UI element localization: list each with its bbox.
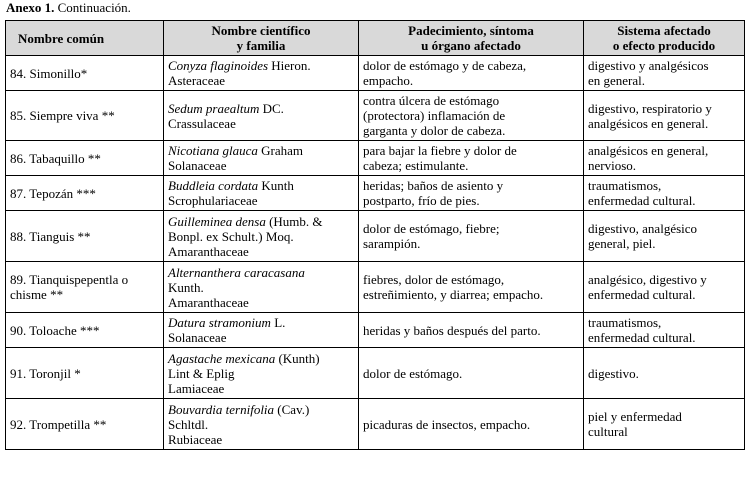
ailment-line: picaduras de insectos, empacho. xyxy=(363,416,531,432)
ailment-cell xyxy=(359,211,584,262)
family-name: Solanaceae xyxy=(168,158,227,173)
plants-table xyxy=(5,20,745,450)
system-cell xyxy=(584,211,745,262)
ailment-cell xyxy=(359,91,584,141)
scientific-name-cell xyxy=(164,56,359,91)
common-name-cell: 92. Trompetilla ** xyxy=(6,399,164,450)
header-row xyxy=(6,21,745,56)
ailment-line: dolor de estómago, fiebre; xyxy=(363,221,500,236)
table-row xyxy=(6,399,745,450)
scientific-name-cell xyxy=(164,262,359,313)
system-cell xyxy=(584,313,745,348)
species-author-continued: Bonpl. ex Schult.) Moq. xyxy=(168,228,294,244)
species-author: DC. xyxy=(259,100,284,116)
species-name: Bouvardia ternifolia xyxy=(168,401,275,417)
system-line: digestivo, analgésico xyxy=(588,221,698,236)
family-name: Lamiaceae xyxy=(168,380,225,396)
common-name-cell: 84. Simonillo* xyxy=(6,56,164,91)
species-author-continued: Schltdl. xyxy=(168,416,209,432)
caption-label: Anexo 1. xyxy=(6,0,55,15)
common-name-cell: 88. Tianguis ** xyxy=(6,211,164,262)
system-line: digestivo y analgésicos xyxy=(588,58,709,73)
family-name: Amaranthaceae xyxy=(168,243,249,259)
table-caption xyxy=(6,0,131,16)
system-line: en general. xyxy=(588,73,646,88)
ailment-cell xyxy=(359,348,584,399)
table-row xyxy=(6,313,745,348)
scientific-name-cell xyxy=(164,313,359,348)
species-author: Graham xyxy=(257,143,304,158)
species-name: Alternanthera caracasana xyxy=(168,264,305,280)
species-author-continued: Lint & Eplig xyxy=(168,365,235,381)
ailment-line: sarampión. xyxy=(363,236,421,251)
family-name: Crassulaceae xyxy=(168,115,236,131)
scientific-name-cell xyxy=(164,348,359,399)
ailment-cell xyxy=(359,313,584,348)
ailment-line: contra úlcera de estómago xyxy=(363,93,500,108)
table-row xyxy=(6,262,745,313)
species-name: Guilleminea densa xyxy=(168,213,266,229)
system-line: general, piel. xyxy=(588,236,656,251)
system-cell xyxy=(584,176,745,211)
system-line: digestivo, respiratorio y xyxy=(588,100,712,116)
common-name-cell: 90. Toloache *** xyxy=(6,313,164,348)
system-cell xyxy=(584,262,745,313)
species-name: Buddleia cordata xyxy=(168,178,259,193)
system-line: analgésicos en general. xyxy=(588,115,709,131)
ailment-cell xyxy=(359,399,584,450)
scientific-name-cell xyxy=(164,399,359,450)
ailment-cell xyxy=(359,56,584,91)
system-cell xyxy=(584,399,745,450)
family-name: Solanaceae xyxy=(168,330,227,345)
ailment-line: estreñimiento, y diarrea; empacho. xyxy=(363,287,544,302)
system-line: cultural xyxy=(588,424,628,439)
family-name: Amaranthaceae xyxy=(168,294,249,310)
header-ailment: Padecimiento, síntoma u órgano afectado xyxy=(359,21,584,56)
table-row xyxy=(6,211,745,262)
header-scientific-name: Nombre científico y familia xyxy=(164,21,359,56)
system-line: digestivo. xyxy=(588,365,639,381)
ailment-line: postparto, frío de pies. xyxy=(363,193,480,208)
system-line: analgésicos en general, xyxy=(588,143,709,158)
ailment-line: garganta y dolor de cabeza. xyxy=(363,123,506,138)
common-name-cell: 91. Toronjil * xyxy=(6,348,164,399)
ailment-line: fiebres, dolor de estómago, xyxy=(363,272,505,287)
common-name-cell: 87. Tepozán *** xyxy=(6,176,164,211)
common-name-cell: 85. Siempre viva ** xyxy=(6,91,164,141)
table-row xyxy=(6,348,745,399)
system-cell xyxy=(584,348,745,399)
system-line: enfermedad cultural. xyxy=(588,287,696,302)
scientific-name-cell xyxy=(164,141,359,176)
caption-text: Continuación. xyxy=(54,0,131,15)
family-name: Rubiaceae xyxy=(168,431,223,447)
ailment-line: cabeza; estimulante. xyxy=(363,158,469,173)
species-author-continued: Kunth. xyxy=(168,279,204,295)
header-common-name: Nombre común xyxy=(6,21,164,56)
species-author: (Kunth) xyxy=(275,350,320,366)
header-system: Sistema afectado o efecto producido xyxy=(584,21,745,56)
species-author: Hieron. xyxy=(268,58,311,73)
system-cell xyxy=(584,56,745,91)
species-author: (Cav.) xyxy=(274,401,310,417)
species-name: Nicotiana glauca xyxy=(168,143,258,158)
ailment-line: empacho. xyxy=(363,73,414,88)
ailment-cell xyxy=(359,176,584,211)
system-line: enfermedad cultural. xyxy=(588,330,696,345)
ailment-line: dolor de estómago. xyxy=(363,365,463,381)
ailment-cell xyxy=(359,141,584,176)
scientific-name-cell xyxy=(164,176,359,211)
ailment-line: heridas y baños después del parto. xyxy=(363,322,541,338)
ailment-line: dolor de estómago y de cabeza, xyxy=(363,58,527,73)
system-line: enfermedad cultural. xyxy=(588,193,696,208)
species-author: Kunth xyxy=(258,178,294,193)
table-row xyxy=(6,141,745,176)
common-name-cell: 86. Tabaquillo ** xyxy=(6,141,164,176)
system-cell xyxy=(584,141,745,176)
species-name: Agastache mexicana xyxy=(168,350,276,366)
system-line: traumatismos, xyxy=(588,178,662,193)
ailment-line: (protectora) inflamación de xyxy=(363,108,506,123)
table-row xyxy=(6,56,745,91)
system-line: nervioso. xyxy=(588,158,637,173)
table-row xyxy=(6,91,745,141)
system-line: piel y enfermedad xyxy=(588,409,682,424)
ailment-line: heridas; baños de asiento y xyxy=(363,178,504,193)
species-author: L. xyxy=(270,315,286,330)
ailment-cell xyxy=(359,262,584,313)
species-name: Sedum praealtum xyxy=(168,100,260,116)
ailment-line: para bajar la fiebre y dolor de xyxy=(363,143,517,158)
common-name-cell: 89. Tianquispepentla o chisme ** xyxy=(6,262,164,313)
system-line: analgésico, digestivo y xyxy=(588,272,707,287)
species-author: (Humb. & xyxy=(265,213,323,229)
species-name: Conyza flaginoides xyxy=(168,58,269,73)
species-name: Datura stramonium xyxy=(168,315,271,330)
table-row xyxy=(6,176,745,211)
table-body xyxy=(6,56,745,450)
scientific-name-cell xyxy=(164,211,359,262)
system-line: traumatismos, xyxy=(588,315,662,330)
scientific-name-cell xyxy=(164,91,359,141)
family-name: Scrophulariaceae xyxy=(168,193,258,208)
system-cell xyxy=(584,91,745,141)
family-name: Asteraceae xyxy=(168,73,226,88)
